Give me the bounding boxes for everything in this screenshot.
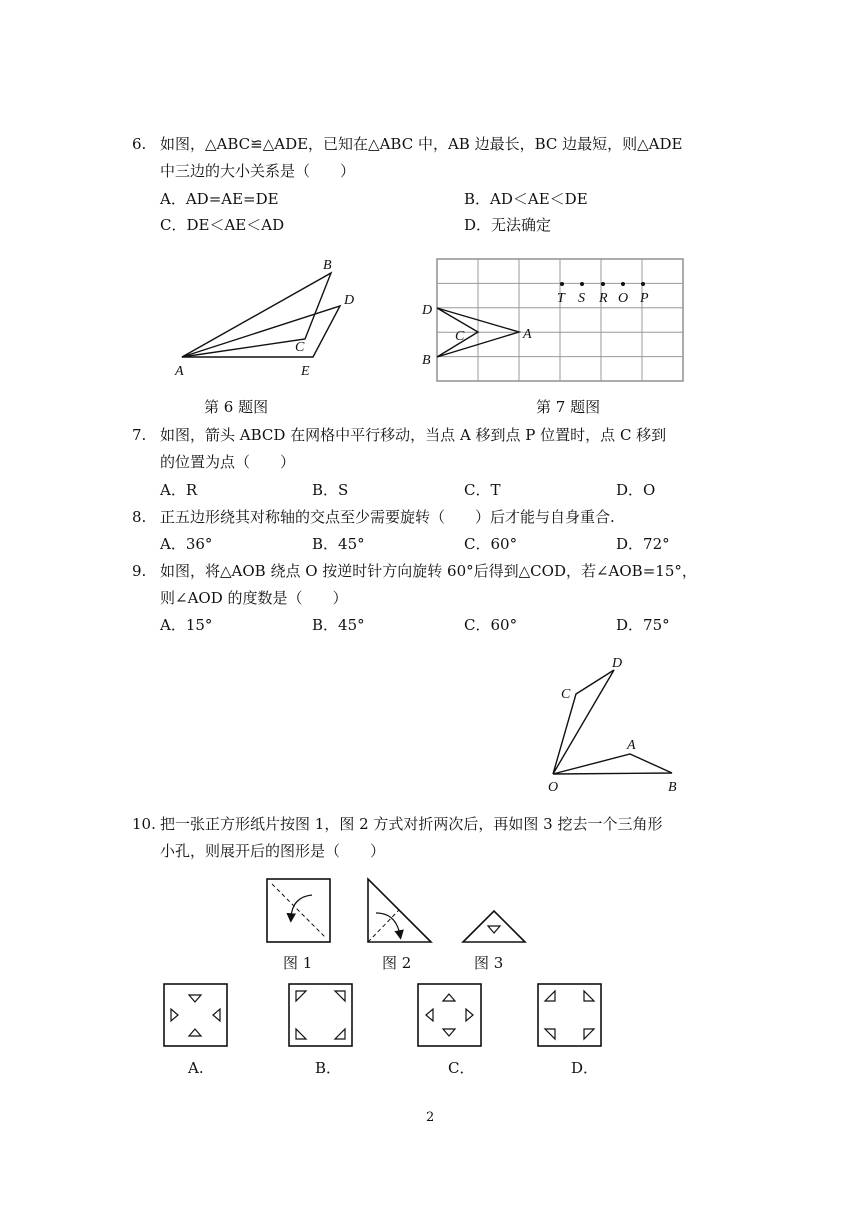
q9-label-c: C xyxy=(561,687,571,702)
q6-label-b: B xyxy=(323,258,332,273)
q6-label-e: E xyxy=(301,364,310,379)
q6-figure-caption: 第 6 题图 xyxy=(204,398,269,416)
q10-option-b-figure xyxy=(289,984,352,1046)
q7-label-b: B xyxy=(422,353,431,368)
q10-option-a-figure xyxy=(164,984,227,1046)
q10-stem-line2: 小孔，则展开后的图形是（ ） xyxy=(160,842,386,860)
q7-figure-caption: 第 7 题图 xyxy=(536,398,601,416)
q6-option-b: B．AD＜AE＜DE xyxy=(464,190,588,208)
q9-option-c: C．60° xyxy=(464,616,518,634)
q8-option-c: C．60° xyxy=(464,535,518,553)
q10-number: 10. xyxy=(132,815,156,833)
q10-fig3-caption: 图 3 xyxy=(474,954,504,972)
q7-option-d: D．O xyxy=(616,481,656,499)
q7-option-a: A．R xyxy=(160,481,198,499)
q7-label-t: T xyxy=(557,291,565,306)
q10-stem-line1: 把一张正方形纸片按图 1，图 2 方式对折两次后，再如图 3 挖去一个三角形 xyxy=(160,815,663,833)
q7-label-c: C xyxy=(455,329,465,344)
q10-fig2-caption: 图 2 xyxy=(382,954,412,972)
q7-label-r: R xyxy=(599,291,608,306)
page-number: 2 xyxy=(426,1110,435,1125)
q6-option-a: A．AD=AE=DE xyxy=(160,190,279,208)
q8-number: 8. xyxy=(132,508,147,526)
q6-number: 6. xyxy=(132,135,147,153)
q9-option-a: A．15° xyxy=(160,616,213,634)
q8-stem: 正五边形绕其对称轴的交点至少需要旋转（ ）后才能与自身重合. xyxy=(160,508,615,526)
q7-option-c: C．T xyxy=(464,481,501,499)
q9-label-d: D xyxy=(612,656,623,671)
q7-label-a: A xyxy=(523,327,532,342)
q6-option-c: C．DE＜AE＜AD xyxy=(160,216,285,234)
q9-stem-line1: 如图，将△AOB 绕点 O 按逆时针方向旋转 60°后得到△COD，若∠AOB=15°， xyxy=(160,562,697,580)
q6-stem-line1: 如图，△ABC≌△ADE，已知在△ABC 中，AB 边最长，BC 边最短，则△ADE xyxy=(160,135,683,153)
q9-label-o: O xyxy=(548,780,559,795)
q9-option-d: D．75° xyxy=(616,616,670,634)
q10-option-a-label: A. xyxy=(188,1059,204,1077)
q10-option-d-label: D． xyxy=(571,1059,599,1077)
q8-option-d: D．72° xyxy=(616,535,670,553)
q9-stem-line2: 则∠AOD 的度数是（ ） xyxy=(160,589,348,607)
q10-option-c-label: C． xyxy=(448,1059,475,1077)
q6-option-d: D．无法确定 xyxy=(464,216,552,234)
q10-option-c-figure xyxy=(418,984,481,1046)
q7-label-p: P xyxy=(640,291,649,306)
q9-label-b: B xyxy=(668,780,677,795)
q9-label-a: A xyxy=(627,738,636,753)
q8-option-a: A．36° xyxy=(160,535,213,553)
q7-stem-line1: 如图，箭头 ABCD 在网格中平行移动，当点 A 移到点 P 位置时，点 C 移到 xyxy=(160,426,667,444)
q6-label-d: D xyxy=(344,293,355,308)
q10-option-d-figure xyxy=(538,984,601,1046)
q6-label-a: A xyxy=(175,364,184,379)
q6-stem-line2: 中三边的大小关系是（ ） xyxy=(160,162,356,180)
q7-stem-line2: 的位置为点（ ） xyxy=(160,453,296,471)
q7-label-d: D xyxy=(422,303,433,318)
q10-option-b-label: B． xyxy=(315,1059,342,1077)
q8-option-b: B．45° xyxy=(312,535,365,553)
q6-label-c: C xyxy=(295,340,305,355)
q9-number: 9. xyxy=(132,562,147,580)
q7-label-o: O xyxy=(618,291,629,306)
q10-fig1-caption: 图 1 xyxy=(283,954,313,972)
q7-label-s: S xyxy=(578,291,585,306)
q7-option-b: B．S xyxy=(312,481,349,499)
q7-number: 7. xyxy=(132,426,147,444)
q9-option-b: B．45° xyxy=(312,616,365,634)
